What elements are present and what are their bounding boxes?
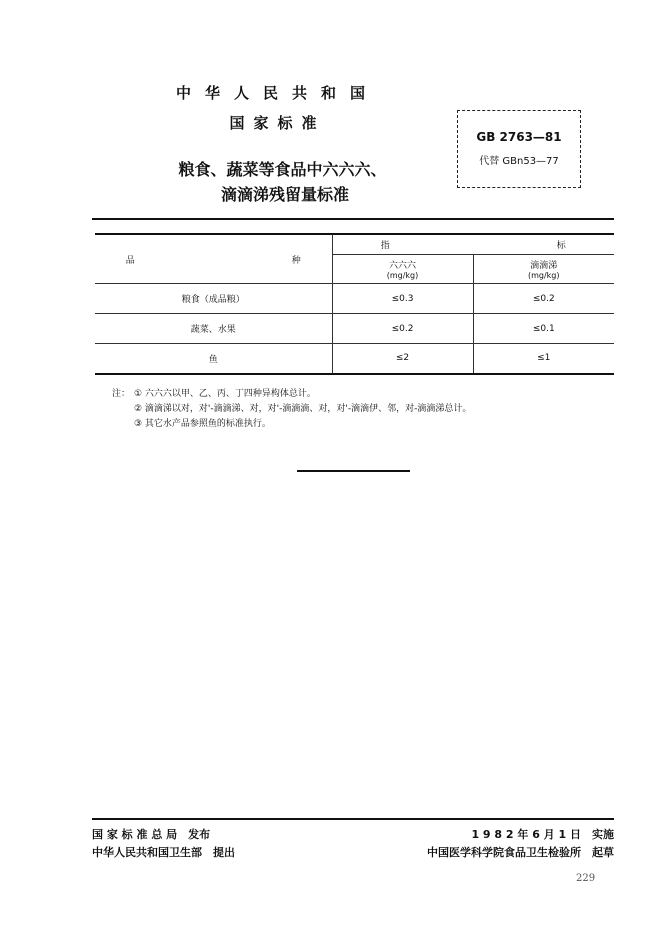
ddt-header-name: 滴滴涕 bbox=[530, 261, 558, 272]
country-name: 中华人民共和国 bbox=[175, 84, 379, 102]
indicator-header-right: 标 bbox=[556, 241, 566, 252]
row-bhc: ≤0.3 bbox=[332, 284, 473, 314]
note-3: ③ 其它水产品参照鱼的标准执行。 bbox=[134, 419, 271, 429]
footer-divider bbox=[92, 818, 614, 820]
title-line-2: 滴滴涕残留量标准 bbox=[220, 185, 349, 204]
table-row bbox=[95, 284, 614, 314]
note-2: ② 滴滴涕以对，对'-滴滴涕、对，对'-滴滴滴、对，对'-滴滴伊、邻，对-滴滴涕总计。 bbox=[134, 404, 472, 414]
variety-header bbox=[95, 234, 332, 284]
page-number: 229 bbox=[576, 873, 596, 884]
indicator-header-left: 指 bbox=[380, 241, 390, 252]
header-divider bbox=[92, 218, 614, 220]
bhc-header-unit: (mg/kg) bbox=[386, 271, 419, 281]
variety-header-left: 品 bbox=[125, 255, 135, 266]
ddt-header bbox=[473, 255, 614, 284]
variety-header-right: 种 bbox=[291, 255, 301, 266]
table-header-row bbox=[95, 234, 614, 255]
row-item: 鱼 bbox=[95, 344, 332, 374]
proposer: 中华人民共和国卫生部 提出 bbox=[92, 846, 235, 859]
row-bhc: ≤0.2 bbox=[332, 314, 473, 344]
code-box bbox=[457, 110, 581, 188]
standard-code: GB 2763—81 bbox=[476, 130, 562, 144]
drafter: 中国医学科学院食品卫生检验所 起草 bbox=[427, 846, 614, 859]
indicator-header bbox=[332, 234, 614, 255]
row-ddt: ≤1 bbox=[473, 344, 614, 374]
title-line-1: 粮食、蔬菜等食品中六六六、 bbox=[178, 160, 387, 179]
bhc-header bbox=[332, 255, 473, 284]
table-row bbox=[95, 314, 614, 344]
row-ddt: ≤0.1 bbox=[473, 314, 614, 344]
effective-date: 1 9 8 2 年 6 月 1 日 实施 bbox=[471, 828, 614, 841]
end-rule bbox=[297, 470, 410, 472]
table-row bbox=[95, 344, 614, 374]
replaces-code: 代替 GBn53—77 bbox=[479, 156, 559, 167]
ddt-header-unit: (mg/kg) bbox=[527, 271, 560, 281]
note-1: ① 六六六以甲、乙、丙、丁四种异构体总计。 bbox=[134, 389, 316, 399]
row-item: 粮食（成品粮） bbox=[95, 284, 332, 314]
issuer: 国 家 标 准 总 局 发布 bbox=[92, 828, 211, 841]
row-bhc: ≤2 bbox=[332, 344, 473, 374]
standard-type: 国家标准 bbox=[229, 114, 326, 132]
residue-limit-table bbox=[95, 233, 614, 375]
row-item: 蔬菜、水果 bbox=[95, 314, 332, 344]
row-ddt: ≤0.2 bbox=[473, 284, 614, 314]
notes-label: 注： bbox=[112, 389, 131, 399]
bhc-header-name: 六六六 bbox=[388, 261, 416, 272]
